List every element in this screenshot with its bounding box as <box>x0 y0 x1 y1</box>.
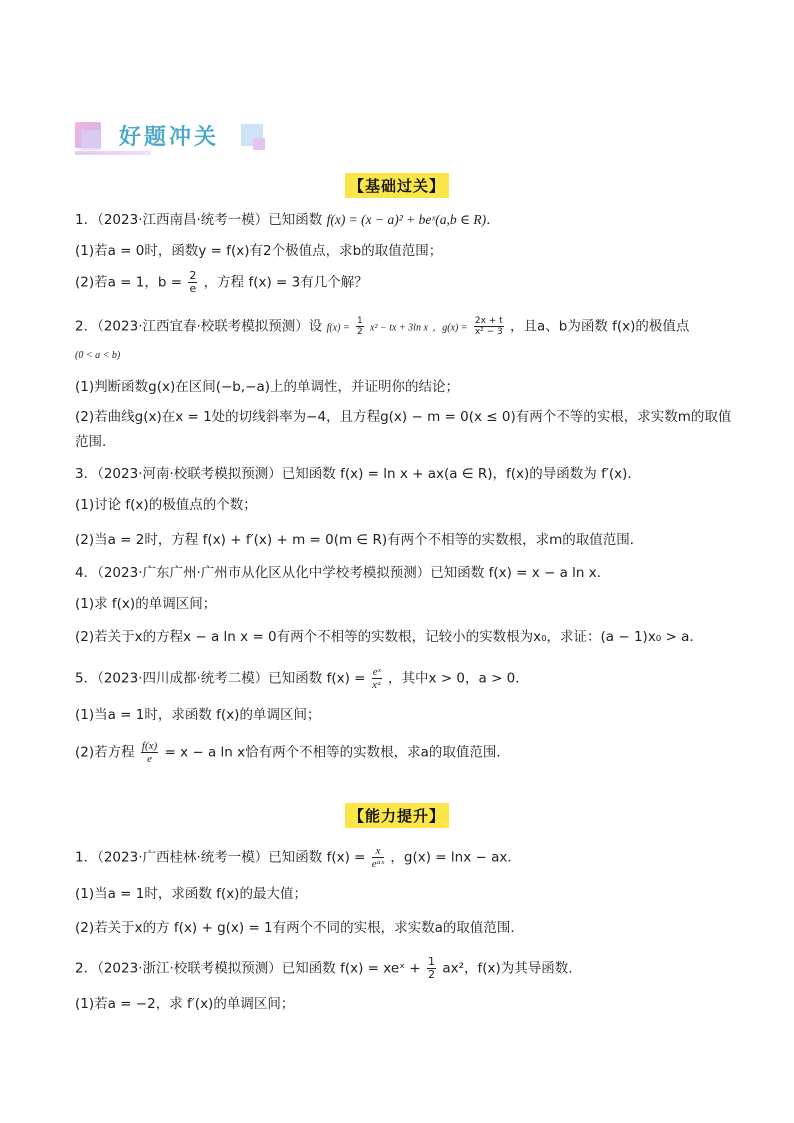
basic-q2-g-fraction <box>474 316 504 337</box>
basic-q5-part2 <box>75 740 510 765</box>
basic-q4-part1: (1)求 f(x)的单调区间； <box>75 596 217 612</box>
section-title-basic <box>0 173 794 198</box>
header-title: 好题冲关 <box>119 125 220 150</box>
basic-q1-fraction-num: 2 <box>189 269 197 282</box>
basic-q2-condition <box>75 346 120 366</box>
advanced-q2-stem-b: ax²，f(x)为其导函数. <box>442 960 573 977</box>
advanced-q2-stem <box>75 956 573 981</box>
section-header <box>75 118 275 160</box>
basic-q5-part2-fraction <box>141 740 158 765</box>
advanced-q1-part2: (2)若关于x的方 f(x) + g(x) = 1有两个不同的实根，求实数a的取值范围. <box>75 920 515 936</box>
basic-q2-condition-text: (0 < a < b) <box>75 350 121 361</box>
section-title-advanced-label: 【能力提升】 <box>345 803 449 828</box>
advanced-q2-fraction <box>427 956 436 981</box>
basic-q5-part2-a: (2)若方程 <box>75 744 135 761</box>
basic-q5-stem-b: ，其中x > 0，a > 0． <box>388 670 529 687</box>
advanced-q2-fraction-den: 2 <box>428 968 436 981</box>
basic-q5-part2-num: f(x) <box>141 740 158 752</box>
basic-q1-stem <box>75 210 500 230</box>
basic-q1-part2-a: (2)若a = 1，b = <box>75 274 183 291</box>
basic-q2-f-num: 1 <box>357 316 363 326</box>
basic-q5-stem <box>75 666 529 691</box>
basic-q5-part1: (1)当a = 1时，求函数 f(x)的单调区间； <box>75 707 321 723</box>
advanced-q2-stem-a: 2．（2023·浙江·校联考模拟预测）已知函数 f(x) = xeˣ + <box>75 960 421 977</box>
basic-q5-stem-a: 5．（2023·四川成都·统考二模）已知函数 f(x) = <box>75 670 366 687</box>
advanced-q2-part1: (1)若a = −2，求 f′(x)的单调区间； <box>75 996 295 1012</box>
basic-q1-fraction-den: e <box>189 282 197 295</box>
basic-q4-part2: (2)若关于x的方程x − a ln x = 0有两个不相等的实数根，记较小的实数根为x₀，求证：(a − 1)x₀ > a． <box>75 629 703 645</box>
basic-q1-fraction <box>188 270 197 295</box>
advanced-q2-fraction-num: 1 <box>428 955 436 968</box>
basic-q2-f-den: 2 <box>357 327 363 337</box>
basic-q1-formula: f(x) = (x − a)² + beˣ(a,b ∈ R)． <box>326 212 500 227</box>
advanced-q1-fraction-den: eᵃˣ <box>371 858 385 870</box>
basic-q3-part2: (2)当a = 2时，方程 f(x) + f′(x) + m = 0(m ∈ R)有两个不相等的实数根，求m的取值范围． <box>75 532 644 548</box>
advanced-q1-stem <box>75 845 521 870</box>
basic-q5-fraction-den: xᵃ <box>372 679 382 691</box>
basic-q5-part2-b: = x − a ln x恰有两个不相等的实数根，求a的取值范围． <box>164 744 510 761</box>
basic-q4-stem: 4．（2023·广东广州·广州市从化区从化中学校考模拟预测）已知函数 f(x) = x − a ln x． <box>75 565 611 581</box>
basic-q2-stem <box>75 316 689 339</box>
advanced-q1-part1: (1)当a = 1时，求函数 f(x)的最大值； <box>75 886 307 902</box>
advanced-q1-stem-b: ，g(x) = lnx − ax． <box>390 849 521 866</box>
basic-q2-f-fraction <box>356 316 364 337</box>
basic-q2-stem-text: 2．（2023·江西宜春·校联考模拟预测）设 <box>75 318 323 335</box>
section-title-basic-label: 【基础过关】 <box>345 173 449 198</box>
basic-q2-part2: (2)若曲线g(x)在x = 1处的切线斜率为−4，且方程g(x) − m = 0(x ≤ 0)有两个不等的实根，求实数m的取值 <box>75 409 732 425</box>
basic-q2-f-b: x² − tx + 3ln x <box>370 322 428 334</box>
header-decoration-left-overlay <box>81 130 101 150</box>
basic-q1-stem-text: 1．（2023·江西南昌·统考一模）已知函数 <box>75 212 323 228</box>
basic-q1-part2 <box>75 270 368 295</box>
basic-q2-g-a: ，g(x) = <box>432 322 468 334</box>
header-underline <box>75 151 151 155</box>
header-decoration-right-overlay <box>253 138 265 150</box>
basic-q1-part1: (1)若a = 0时，函数y = f(x)有2个极值点，求b的取值范围； <box>75 243 443 259</box>
basic-q2-part1: (1)判断函数g(x)在区间(−b,−a)上的单调性，并证明你的结论； <box>75 379 460 395</box>
advanced-q1-fraction <box>372 845 384 870</box>
basic-q5-fraction-num: eˣ <box>372 666 381 678</box>
basic-q2-g-den: x² − 3 <box>474 327 503 337</box>
basic-q2-part2-cont: 范围. <box>75 434 107 450</box>
advanced-q1-fraction-num: x <box>372 845 384 858</box>
advanced-q1-stem-a: 1．（2023·广西桂林·统考一模）已知函数 f(x) = <box>75 849 366 866</box>
basic-q5-fraction <box>372 666 382 691</box>
basic-q3-part1: (1)讨论 f(x)的极值点的个数； <box>75 497 257 513</box>
basic-q3-stem: 3．（2023·河南·校联考模拟预测）已知函数 f(x) = ln x + ax(a ∈ R)，f(x)的导函数为 f′(x)． <box>75 466 641 482</box>
basic-q2-g-num: 2x + t <box>474 316 503 326</box>
basic-q1-part2-b: ，方程 f(x) = 3有几个解？ <box>203 274 368 291</box>
basic-q5-part2-den: e <box>147 753 152 765</box>
basic-q2-tail: ，且a、b为函数 f(x)的极值点 <box>510 318 690 335</box>
section-title-advanced <box>0 803 794 828</box>
basic-q2-f-a: f(x) = <box>326 322 350 334</box>
